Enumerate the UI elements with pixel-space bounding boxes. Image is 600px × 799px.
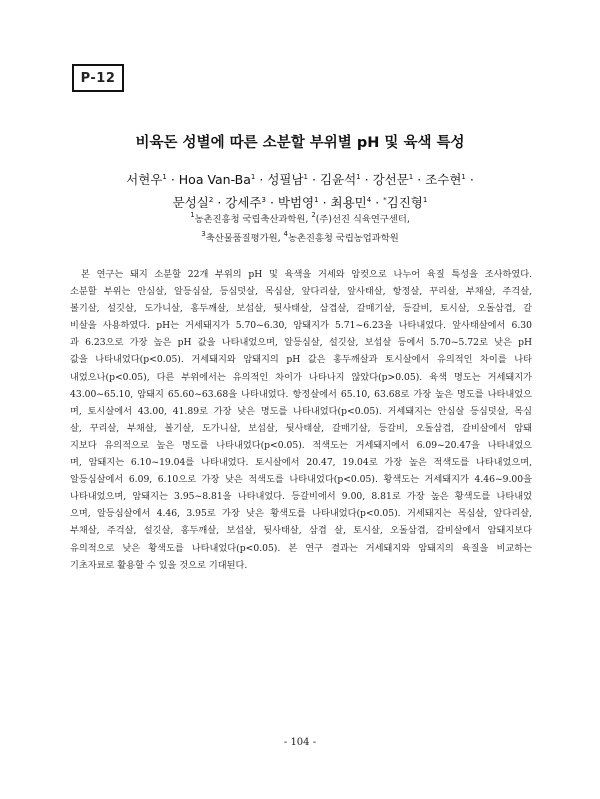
author-name: 강세주 (225, 195, 262, 210)
abstract-line: 볼기살, 설깃살, 도가니살, 홍두깨살, 보섭살, 뒷사태살, 삼겹살, 갈매기살, 등갈비, 토시살, 오돌삼겹, 갈 (70, 303, 532, 315)
abstract-line: 유의적으로 낮은 황색도를 나타내었다(p<0.05). 본 연구 결과는 거세돼지와 암돼지의 육질을 비교하는 (70, 542, 532, 554)
affiliation-text: 농촌진흥청 국립축산과학원, (194, 214, 312, 225)
abstract-line: 나타내었으며, 암돼지는 3.95~8.81을 나타내었다. 등갈비에서 9.00, 8.81로 가장 높은 황색도를 나타내었 (70, 491, 532, 503)
corresponding-mark: * (383, 196, 387, 204)
abstract-line: 부채살, 주걱살, 설깃살, 홍두깨살, 보섭살, 뒷사태살, 삼겹 살, 토시살, 오돌삼겹, 갈비살에서 암돼지보다 (70, 525, 532, 537)
author-separator: · (255, 172, 268, 187)
author-name: Hoa Van-Ba (178, 172, 251, 187)
author-affiliation-mark: 4 (366, 196, 372, 204)
abstract-line: 비살을 사용하였다. pH는 거세돼지가 5.70~6.30, 암돼지가 5.71~6.23을 나타내었다. 앞사태살에서 6.30 (70, 320, 532, 332)
abstract-line: 살, 꾸리살, 부채살, 볼기살, 도가니살, 보섭살, 뒷사태살, 갈매기살, 등갈비, 오돌삼겹, 갈비살에서 암돼 (70, 422, 532, 434)
abstract-line: 본 연구는 돼지 소분할 22개 부위의 pH 및 육색을 거세와 암컷으로 나누어 육질 특성을 조사하였다. (81, 269, 532, 280)
abstract-line: 지보다 유의적으로 높은 명도를 나타내었다(p<0.05). 적색도는 거세돼지에서 6.09~20.47을 나타내었으 (70, 439, 532, 451)
poster-id-badge: P-12 (72, 64, 124, 92)
affiliation-mark: 1 (190, 211, 195, 219)
author-separator: · (308, 172, 320, 187)
abstract-line: 며, 암돼지는 6.10~19.04를 나타내었다. 토시살에서 20.47, 19.04로 가장 높은 적색도를 나타내었으며, (70, 457, 532, 469)
author-separator: · (465, 172, 474, 187)
author-name: 최용민 (330, 195, 367, 210)
author-name: 박범영 (277, 195, 315, 210)
affiliation-line-1 (0, 208, 600, 227)
abstract-line: 값을 나타내었다(p<0.05). 거세돼지와 암돼지의 pH 값은 홍두깨살과 토시살에서 유의적인 차이를 나타 (70, 354, 532, 366)
author-list (0, 167, 600, 213)
affiliation-text: 농촌진흥청 국립농업과학원 (287, 233, 399, 244)
author-separator: · (265, 195, 278, 210)
abstract-line: 며, 토시살에서 43.00, 41.89로 가장 낮은 명도를 나타내었다(p<0.05). 거세돼지는 안심살 등심덧살, 목심 (70, 405, 532, 417)
abstract-line: 기초자료로 활용할 수 있을 것으로 기대된다. (70, 559, 248, 571)
abstract-body (70, 266, 532, 574)
author-affiliation-mark: 2 (208, 196, 214, 204)
page-number: - 104 - (283, 737, 317, 748)
author-name: 조수현 (425, 172, 462, 187)
author-affiliation-mark: 3 (261, 196, 266, 204)
author-name: 김윤석 (319, 172, 357, 187)
abstract-line: 소분할 부위는 안심살, 알등심살, 등심덧살, 목심살, 앞다리살, 앞사태살, 항정살, 꾸리살, 부채살, 주걱살, (70, 286, 532, 298)
author-name: 김진형 (386, 195, 423, 210)
author-name: 서현우 (126, 172, 163, 187)
affiliation-text: (주)선진 식육연구센터, (315, 214, 410, 225)
author-affiliation-mark: 1 (356, 173, 361, 181)
author-affiliation-mark: 1 (422, 196, 428, 204)
affiliation-line-2 (0, 227, 600, 246)
author-affiliation-mark: 1 (461, 173, 466, 181)
abstract-line: 알등심살에서 6.09, 6.10으로 가장 낮은 적색도를 나타내었다(p<0.05). 황색도는 거세돼지가 4.46~9.00을 (70, 474, 532, 486)
author-separator: · (371, 195, 384, 210)
affiliation-mark: 4 (283, 230, 288, 238)
affiliations (0, 208, 600, 246)
author-separator: · (166, 172, 179, 187)
author-name: 강선문 (372, 172, 409, 187)
author-separator: · (360, 172, 373, 187)
author-name: 성필남 (267, 172, 304, 187)
author-affiliation-mark: 1 (250, 173, 256, 181)
author-separator: · (413, 172, 426, 187)
author-separator: · (318, 195, 331, 210)
abstract-line: 으며, 알등심살에서 4.46, 3.95로 가장 낮은 황색도를 나타내었다(p<0.05). 거세돼지는 목심살, 앞다리살, (70, 508, 532, 520)
author-line-1 (0, 167, 600, 190)
abstract-line: 43.00~65.10, 암돼지 65.60~63.68을 나타내었다. 항정살에서 65.10, 63.68로 가장 높은 명도를 나타내었으 (70, 388, 532, 400)
abstract-line: 내었으나(p<0.05), 다른 부위에서는 유의적인 차이가 나타나지 않았다(p>0.05). 육색 명도는 거세돼지가 (70, 371, 532, 383)
paper-title: 비육돈 성별에 따른 소분할 부위별 pH 및 육색 특성 (135, 135, 465, 151)
affiliation-text: 축산물품질평가원, (205, 233, 284, 244)
author-affiliation-mark: 1 (314, 196, 319, 204)
author-affiliation-mark: 1 (303, 173, 309, 181)
author-name: 문성실 (172, 195, 209, 210)
author-affiliation-mark: 1 (162, 173, 167, 181)
abstract-line: 과 6.23으로 가장 높은 pH 값을 나타내었으며, 알등심살, 설깃살, 보섭살 등에서 5.70~5.72로 낮은 pH (70, 337, 532, 349)
author-affiliation-mark: 1 (408, 173, 414, 181)
affiliation-mark: 2 (311, 211, 316, 219)
author-separator: · (213, 195, 226, 210)
affiliation-mark: 3 (201, 230, 206, 238)
